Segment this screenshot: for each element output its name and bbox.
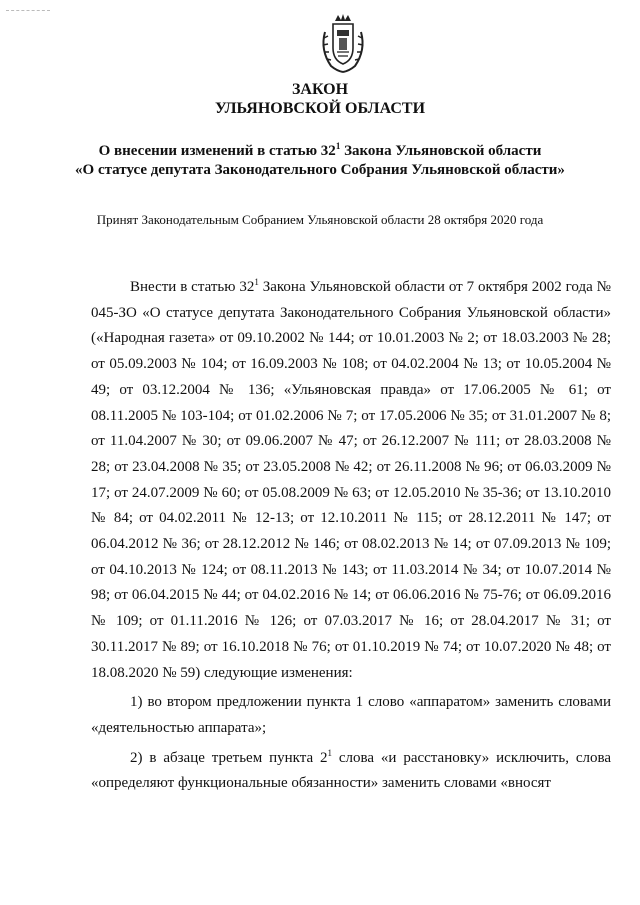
scan-artifact [6, 10, 50, 14]
subject-superscript: 1 [335, 141, 341, 151]
law-title [0, 80, 640, 118]
intro-paragraph [91, 275, 611, 686]
intro-text: Внести в статью 32 [130, 279, 255, 295]
item-1: 1) во втором предложении пункта 1 слово «аппаратом» заменить словами «деятельностью аппарата»; [91, 694, 611, 736]
subject-line-2: «О статусе депутата Законодательного Собрания Ульяновской области» [75, 162, 565, 178]
intro-text-tail: Закона Ульяновской области от 7 октября 2002 года № 045-ЗО «О статусе депутата Законодательного Собрания Ульяновской области» («Народная газета» от 09.10.2002 № 144; от 10.01.2003 № 2; от 18.03.2003 № 28; от 05.09.2003 № 104; от 16.09.2003 № 108; от 04.02.2004 № 13; от 10.05.2004 № 49; от 03.12.2004 № 136; «Ульяновская правда» от 17.06.2005 № 61; от 08.11.2005 № 103-104; от 01.02.2006 № 7; от 17.05.2006 № 35; от 31.01.2007 № 8; от 11.04.2007 № 30; от 09.06.2007 № 47; от 26.12.2007 № 111; от 28.03.2008 № 28; от 23.04.2008 № 35; от 23.05.2008 № 42; от 26.11.2008 № 96; от 06.03.2009 № 17; от 24.07.2009 № 60; от 05.08.2009 № 63; от 12.05.2010 № 35-36; от 13.10.2010 № 84; от 04.02.2011 № 12-13; от 12.10.2011 № 115; от 28.12.2011 № 147; от 06.04.2012 № 36; от 28.12.2012 № 146; от 08.02.2013 № 14; от 07.09.2013 № 109; от 04.10.2013 № 124; от 08.11.2013 № 143; от 11.03.2014 № 34; от 10.07.2014 № 98; от 06.04.2015 № 44; от 04.02.2016 № 14; от 06.06.2016 № 75-76; от 06.09.2016 № 109; от 01.11.2016 № 126; от 07.03.2017 № 16; от 28.04.2017 № 31; от 30.11.2017 № 89; от 16.10.2018 № 76; от 01.10.2019 № 74; от 10.07.2020 № 48; от 18.08.2020 № 59) следующие изменения: [91, 279, 611, 681]
law-body [91, 275, 611, 797]
law-subject [0, 142, 640, 180]
region-name: УЛЬЯНОВСКОЙ ОБЛАСТИ [214, 100, 426, 117]
item-2 [91, 746, 611, 797]
subject-line-1-text: О внесении изменений в статью 32 [98, 143, 336, 159]
coat-of-arms-icon [317, 12, 369, 74]
item-2-text-tail: слова «и расстановку» исключить, слова «определяют функциональные обязанности» заменить словами «вносят [91, 749, 612, 792]
adoption-note: Принят Законодательным Собранием Ульяновской области 28 октября 2020 года [96, 212, 544, 227]
law-label: ЗАКОН [291, 81, 349, 98]
item-2-text: 2) в абзаце третьем пункта 2 [130, 749, 328, 766]
item-2-superscript: 1 [327, 747, 332, 758]
intro-superscript: 1 [254, 277, 259, 287]
subject-line-1-tail: Закона Ульяновской области [340, 143, 542, 159]
subject-line-1 [0, 142, 640, 161]
